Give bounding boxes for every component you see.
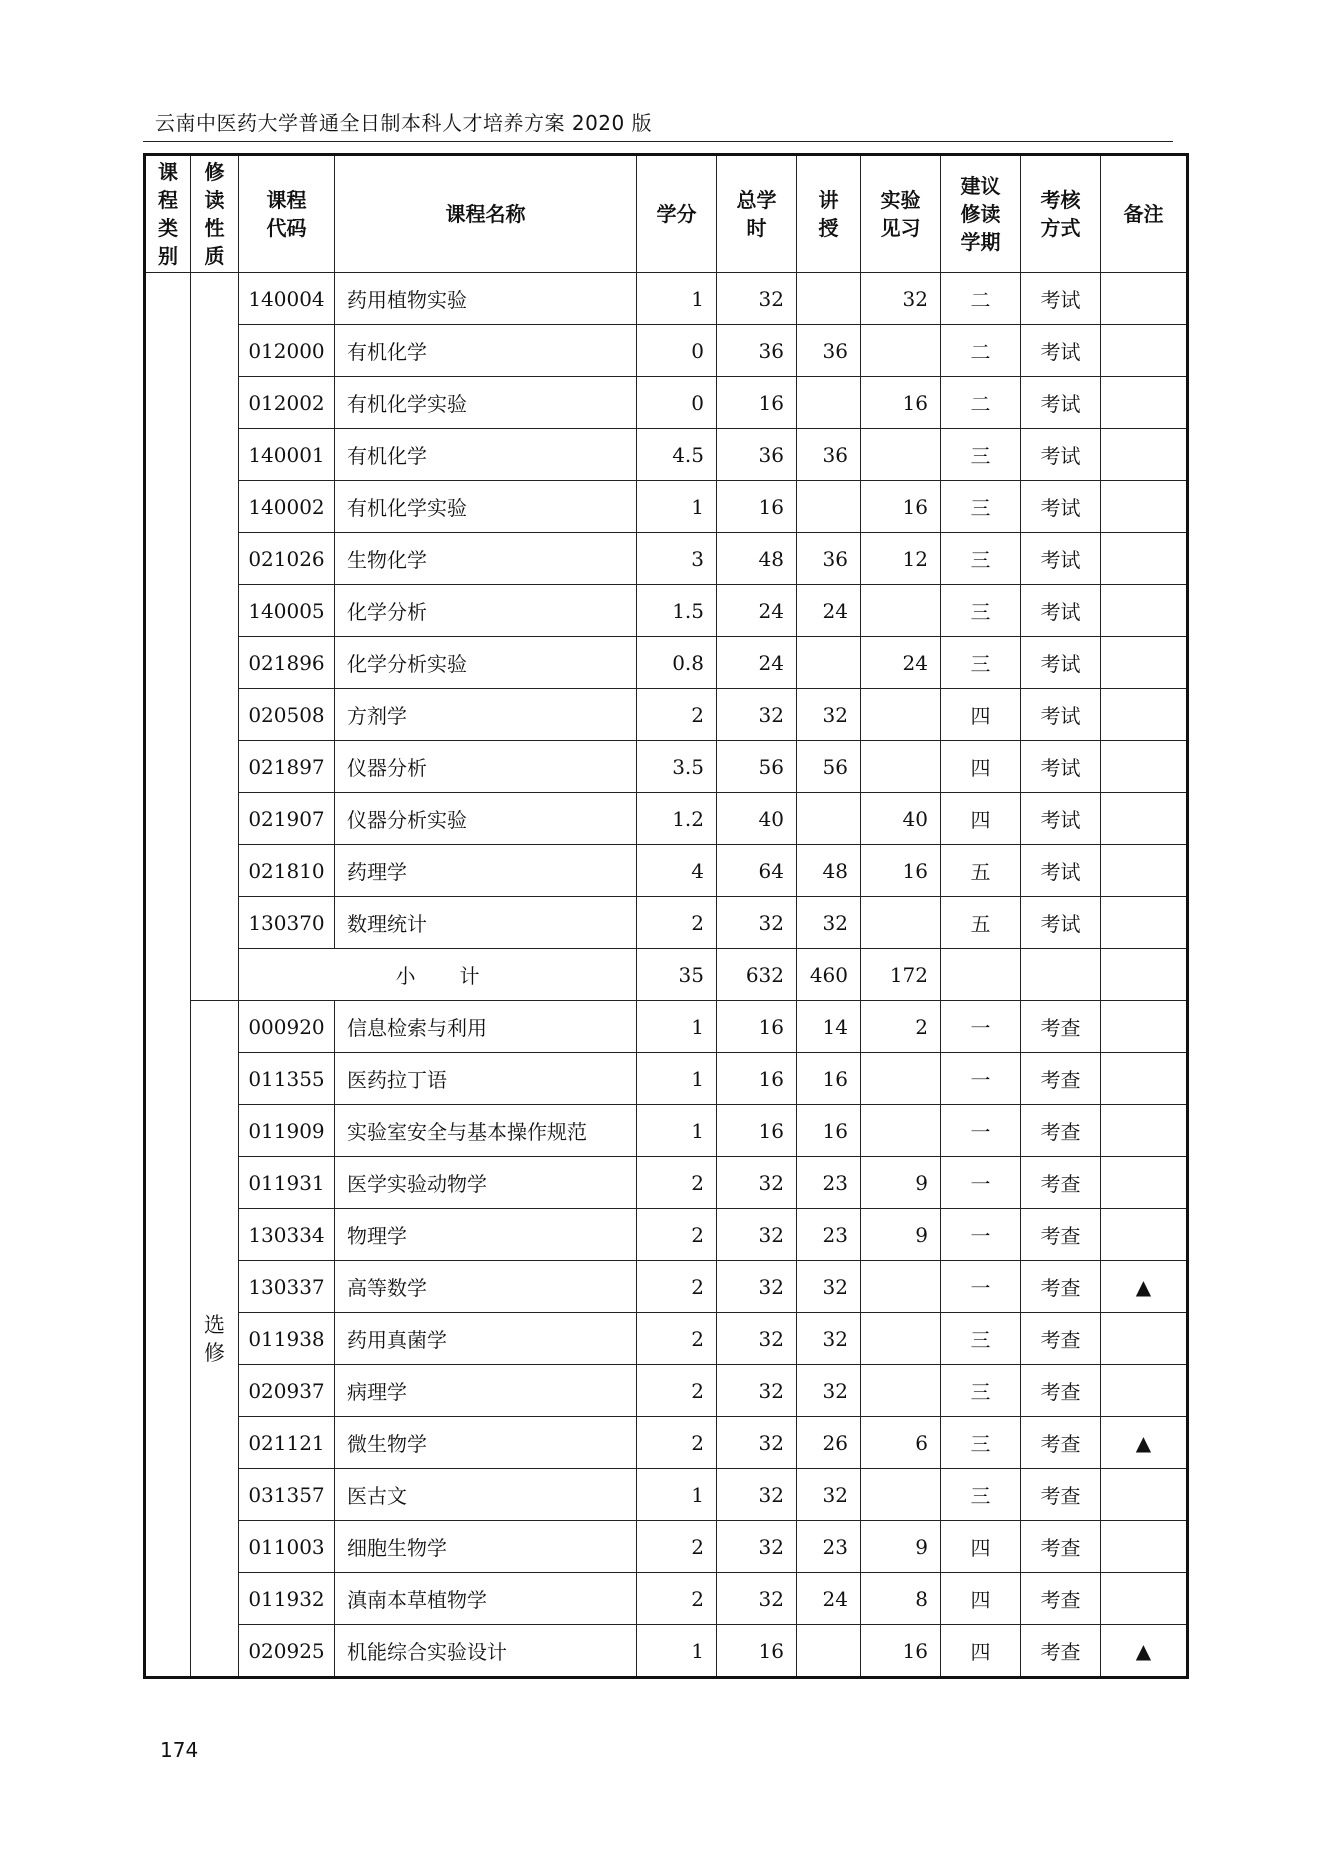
lecture-hours-cell: 32 (797, 1261, 861, 1313)
lecture-hours-cell: 24 (797, 585, 861, 637)
table-row (145, 741, 1188, 793)
study-nature-cell-elective (191, 1001, 239, 1678)
header-credits: 学分 (637, 155, 717, 273)
course-plan-table (143, 153, 1189, 1679)
credits-cell: 0 (637, 377, 717, 429)
remark-cell (1101, 1469, 1188, 1521)
lab-hours-cell: 6 (861, 1417, 941, 1469)
semester-cell: 三 (941, 1417, 1021, 1469)
course-code-cell: 021897 (239, 741, 335, 793)
credits-cell: 0 (637, 325, 717, 377)
course-code-cell: 012000 (239, 325, 335, 377)
assessment-cell: 考查 (1021, 1157, 1101, 1209)
credits-cell: 2 (637, 1365, 717, 1417)
course-name-cell: 滇南本草植物学 (335, 1573, 637, 1625)
assessment-cell: 考试 (1021, 273, 1101, 325)
remark-cell (1101, 897, 1188, 949)
credits-cell: 4 (637, 845, 717, 897)
course-code-cell: 012002 (239, 377, 335, 429)
course-name-cell: 药用真菌学 (335, 1313, 637, 1365)
course-name-cell: 仪器分析实验 (335, 793, 637, 845)
header-assessment-method: 考核方式 (1021, 155, 1101, 273)
remark-cell (1101, 741, 1188, 793)
semester-cell: 二 (941, 325, 1021, 377)
subtotal-label: 小计 (239, 949, 637, 1001)
header-course-name: 课程名称 (335, 155, 637, 273)
study-nature-cell-required (191, 273, 239, 1001)
total-hours-cell: 32 (717, 1157, 797, 1209)
credits-cell: 2 (637, 1417, 717, 1469)
remark-cell (1101, 533, 1188, 585)
semester-cell: 一 (941, 1001, 1021, 1053)
course-name-cell: 有机化学实验 (335, 481, 637, 533)
assessment-cell: 考试 (1021, 481, 1101, 533)
credits-cell: 2 (637, 897, 717, 949)
credits-cell: 1.5 (637, 585, 717, 637)
subtotal-credits-cell: 35 (637, 949, 717, 1001)
course-code-cell: 011003 (239, 1521, 335, 1573)
lecture-hours-cell: 36 (797, 429, 861, 481)
lab-hours-cell (861, 741, 941, 793)
lecture-hours-cell: 36 (797, 533, 861, 585)
subtotal-lecture-cell: 460 (797, 949, 861, 1001)
assessment-cell: 考试 (1021, 741, 1101, 793)
table-row (145, 637, 1188, 689)
semester-cell: 四 (941, 793, 1021, 845)
course-code-cell: 140004 (239, 273, 335, 325)
lecture-hours-cell (797, 793, 861, 845)
semester-cell: 二 (941, 377, 1021, 429)
document-header-title: 云南中医药大学普通全日制本科人才培养方案 2020 版 (155, 111, 653, 135)
assessment-cell: 考查 (1021, 1261, 1101, 1313)
header-total-hours: 总学时 (717, 155, 797, 273)
semester-cell: 三 (941, 429, 1021, 481)
credits-cell: 1 (637, 1053, 717, 1105)
semester-cell: 一 (941, 1105, 1021, 1157)
lab-hours-cell: 2 (861, 1001, 941, 1053)
lab-hours-cell (861, 1053, 941, 1105)
remark-cell (1101, 481, 1188, 533)
credits-cell: 4.5 (637, 429, 717, 481)
lab-hours-cell: 16 (861, 845, 941, 897)
credits-cell: 3 (637, 533, 717, 585)
course-code-cell: 020925 (239, 1625, 335, 1678)
course-name-cell: 微生物学 (335, 1417, 637, 1469)
course-code-cell: 011938 (239, 1313, 335, 1365)
semester-cell: 三 (941, 585, 1021, 637)
course-name-cell: 仪器分析 (335, 741, 637, 793)
semester-cell: 三 (941, 1313, 1021, 1365)
remark-cell (1101, 1001, 1188, 1053)
course-name-cell: 实验室安全与基本操作规范 (335, 1105, 637, 1157)
total-hours-cell: 24 (717, 585, 797, 637)
lab-hours-cell: 9 (861, 1521, 941, 1573)
course-name-cell: 化学分析实验 (335, 637, 637, 689)
lab-hours-cell (861, 1313, 941, 1365)
total-hours-cell: 16 (717, 481, 797, 533)
assessment-cell: 考查 (1021, 1105, 1101, 1157)
assessment-cell: 考查 (1021, 1001, 1101, 1053)
table-row (145, 1365, 1188, 1417)
lecture-hours-cell (797, 637, 861, 689)
assessment-cell: 考查 (1021, 1365, 1101, 1417)
semester-cell: 一 (941, 1157, 1021, 1209)
total-hours-cell: 16 (717, 1625, 797, 1678)
table-row (145, 533, 1188, 585)
total-hours-cell: 16 (717, 1105, 797, 1157)
course-code-cell: 130370 (239, 897, 335, 949)
lab-hours-cell: 16 (861, 1625, 941, 1678)
course-name-cell: 信息检索与利用 (335, 1001, 637, 1053)
assessment-cell: 考试 (1021, 897, 1101, 949)
lecture-hours-cell: 23 (797, 1521, 861, 1573)
course-code-cell: 021121 (239, 1417, 335, 1469)
lecture-hours-cell: 36 (797, 325, 861, 377)
table-header-row (145, 155, 1188, 273)
remark-cell (1101, 845, 1188, 897)
semester-cell: 四 (941, 1625, 1021, 1678)
course-code-cell: 031357 (239, 1469, 335, 1521)
table-row (145, 1209, 1188, 1261)
assessment-cell: 考试 (1021, 429, 1101, 481)
semester-cell: 五 (941, 845, 1021, 897)
semester-cell: 一 (941, 1053, 1021, 1105)
course-name-cell: 细胞生物学 (335, 1521, 637, 1573)
remark-cell (1101, 1209, 1188, 1261)
course-category-cell (145, 273, 191, 1678)
semester-cell: 二 (941, 273, 1021, 325)
remark-cell (1101, 637, 1188, 689)
lecture-hours-cell: 23 (797, 1209, 861, 1261)
semester-cell: 三 (941, 637, 1021, 689)
course-name-cell: 医学实验动物学 (335, 1157, 637, 1209)
course-code-cell: 021896 (239, 637, 335, 689)
course-code-cell: 021810 (239, 845, 335, 897)
total-hours-cell: 56 (717, 741, 797, 793)
table-row (145, 481, 1188, 533)
table-row (145, 273, 1188, 325)
total-hours-cell: 40 (717, 793, 797, 845)
header-divider (143, 141, 1173, 142)
course-code-cell: 140001 (239, 429, 335, 481)
course-name-cell: 药理学 (335, 845, 637, 897)
semester-cell: 四 (941, 1521, 1021, 1573)
table-row (145, 1105, 1188, 1157)
remark-cell (1101, 1365, 1188, 1417)
credits-cell: 1 (637, 273, 717, 325)
course-name-cell: 机能综合实验设计 (335, 1625, 637, 1678)
total-hours-cell: 32 (717, 273, 797, 325)
lab-hours-cell: 9 (861, 1157, 941, 1209)
credits-cell: 2 (637, 1261, 717, 1313)
semester-cell: 三 (941, 1469, 1021, 1521)
lab-hours-cell (861, 1261, 941, 1313)
remark-cell (1101, 793, 1188, 845)
credits-cell: 2 (637, 1521, 717, 1573)
lecture-hours-cell: 23 (797, 1157, 861, 1209)
assessment-cell: 考试 (1021, 793, 1101, 845)
table-row (145, 1573, 1188, 1625)
lab-hours-cell (861, 325, 941, 377)
header-lab-hours: 实验见习 (861, 155, 941, 273)
course-code-cell: 130337 (239, 1261, 335, 1313)
lab-hours-cell (861, 689, 941, 741)
total-hours-cell: 24 (717, 637, 797, 689)
lecture-hours-cell: 14 (797, 1001, 861, 1053)
total-hours-cell: 32 (717, 897, 797, 949)
assessment-cell: 考试 (1021, 845, 1101, 897)
table-row (145, 793, 1188, 845)
subtotal-lab-cell: 172 (861, 949, 941, 1001)
course-code-cell: 140005 (239, 585, 335, 637)
total-hours-cell: 32 (717, 1209, 797, 1261)
credits-cell: 1.2 (637, 793, 717, 845)
assessment-cell: 考查 (1021, 1573, 1101, 1625)
lab-hours-cell: 40 (861, 793, 941, 845)
lecture-hours-cell (797, 377, 861, 429)
course-code-cell: 021907 (239, 793, 335, 845)
semester-cell: 四 (941, 741, 1021, 793)
elective-label: 选修 (204, 1312, 225, 1365)
assessment-cell: 考试 (1021, 689, 1101, 741)
lab-hours-cell (861, 1105, 941, 1157)
lecture-hours-cell: 26 (797, 1417, 861, 1469)
header-lecture-hours: 讲授 (797, 155, 861, 273)
total-hours-cell: 32 (717, 1469, 797, 1521)
course-name-cell: 有机化学实验 (335, 377, 637, 429)
header-suggested-semester: 建议修读学期 (941, 155, 1021, 273)
total-hours-cell: 32 (717, 1313, 797, 1365)
table-row (145, 1417, 1188, 1469)
semester-cell: 三 (941, 1365, 1021, 1417)
total-hours-cell: 32 (717, 1365, 797, 1417)
remark-cell: ▲ (1101, 1625, 1188, 1678)
remark-cell (1101, 1157, 1188, 1209)
course-code-cell: 000920 (239, 1001, 335, 1053)
assessment-cell: 考查 (1021, 1625, 1101, 1678)
semester-cell: 一 (941, 1261, 1021, 1313)
remark-cell (1101, 1521, 1188, 1573)
table-row (145, 689, 1188, 741)
credits-cell: 2 (637, 689, 717, 741)
subtotal-empty-cell (1101, 949, 1188, 1001)
lecture-hours-cell: 16 (797, 1105, 861, 1157)
lecture-hours-cell (797, 1625, 861, 1678)
remark-cell (1101, 1053, 1188, 1105)
table-row (145, 325, 1188, 377)
lecture-hours-cell: 32 (797, 897, 861, 949)
table-row (145, 1261, 1188, 1313)
remark-cell (1101, 325, 1188, 377)
assessment-cell: 考查 (1021, 1313, 1101, 1365)
course-name-cell: 方剂学 (335, 689, 637, 741)
lecture-hours-cell: 32 (797, 1365, 861, 1417)
course-code-cell: 011931 (239, 1157, 335, 1209)
table-row (145, 1521, 1188, 1573)
lab-hours-cell: 32 (861, 273, 941, 325)
course-code-cell: 011909 (239, 1105, 335, 1157)
header-remark: 备注 (1101, 155, 1188, 273)
remark-cell (1101, 689, 1188, 741)
lab-hours-cell (861, 585, 941, 637)
lab-hours-cell (861, 1469, 941, 1521)
assessment-cell: 考查 (1021, 1209, 1101, 1261)
header-course-code: 课程代码 (239, 155, 335, 273)
total-hours-cell: 32 (717, 689, 797, 741)
course-code-cell: 020937 (239, 1365, 335, 1417)
course-name-cell: 有机化学 (335, 325, 637, 377)
course-code-cell: 020508 (239, 689, 335, 741)
lecture-hours-cell (797, 481, 861, 533)
semester-cell: 一 (941, 1209, 1021, 1261)
table-row (145, 377, 1188, 429)
lab-hours-cell: 12 (861, 533, 941, 585)
semester-cell: 三 (941, 481, 1021, 533)
header-study-nature: 修读性质 (191, 155, 239, 273)
lecture-hours-cell: 32 (797, 1469, 861, 1521)
course-name-cell: 医古文 (335, 1469, 637, 1521)
header-course-category: 课程类别 (145, 155, 191, 273)
table-row (145, 897, 1188, 949)
assessment-cell: 考试 (1021, 533, 1101, 585)
lab-hours-cell: 9 (861, 1209, 941, 1261)
credits-cell: 2 (637, 1573, 717, 1625)
assessment-cell: 考查 (1021, 1469, 1101, 1521)
total-hours-cell: 64 (717, 845, 797, 897)
credits-cell: 1 (637, 1001, 717, 1053)
semester-cell: 四 (941, 1573, 1021, 1625)
lab-hours-cell: 16 (861, 377, 941, 429)
semester-cell: 三 (941, 533, 1021, 585)
lecture-hours-cell: 24 (797, 1573, 861, 1625)
credits-cell: 2 (637, 1209, 717, 1261)
remark-cell (1101, 273, 1188, 325)
total-hours-cell: 36 (717, 429, 797, 481)
course-name-cell: 物理学 (335, 1209, 637, 1261)
assessment-cell: 考试 (1021, 585, 1101, 637)
remark-cell (1101, 1573, 1188, 1625)
course-name-cell: 病理学 (335, 1365, 637, 1417)
semester-cell: 四 (941, 689, 1021, 741)
page-number: 174 (160, 1738, 199, 1762)
lecture-hours-cell (797, 273, 861, 325)
subtotal-total-cell: 632 (717, 949, 797, 1001)
course-name-cell: 生物化学 (335, 533, 637, 585)
credits-cell: 2 (637, 1157, 717, 1209)
subtotal-empty-cell (941, 949, 1021, 1001)
total-hours-cell: 32 (717, 1261, 797, 1313)
table-row (145, 429, 1188, 481)
table-row (145, 1625, 1188, 1678)
table-row (145, 1157, 1188, 1209)
semester-cell: 五 (941, 897, 1021, 949)
course-name-cell: 有机化学 (335, 429, 637, 481)
assessment-cell: 考查 (1021, 1417, 1101, 1469)
table-row (145, 585, 1188, 637)
credits-cell: 2 (637, 1313, 717, 1365)
credits-cell: 1 (637, 1625, 717, 1678)
course-code-cell: 130334 (239, 1209, 335, 1261)
lecture-hours-cell: 48 (797, 845, 861, 897)
remark-cell (1101, 585, 1188, 637)
table-row (145, 845, 1188, 897)
table-row (145, 1469, 1188, 1521)
remark-cell (1101, 1313, 1188, 1365)
lecture-hours-cell: 32 (797, 1313, 861, 1365)
credits-cell: 0.8 (637, 637, 717, 689)
course-name-cell: 药用植物实验 (335, 273, 637, 325)
lecture-hours-cell: 56 (797, 741, 861, 793)
total-hours-cell: 32 (717, 1573, 797, 1625)
credits-cell: 3.5 (637, 741, 717, 793)
course-code-cell: 140002 (239, 481, 335, 533)
subtotal-row (145, 949, 1188, 1001)
total-hours-cell: 36 (717, 325, 797, 377)
remark-cell (1101, 429, 1188, 481)
lecture-hours-cell: 16 (797, 1053, 861, 1105)
total-hours-cell: 32 (717, 1521, 797, 1573)
lab-hours-cell: 8 (861, 1573, 941, 1625)
course-code-cell: 011932 (239, 1573, 335, 1625)
total-hours-cell: 48 (717, 533, 797, 585)
assessment-cell: 考试 (1021, 325, 1101, 377)
lab-hours-cell: 16 (861, 481, 941, 533)
credits-cell: 1 (637, 1105, 717, 1157)
assessment-cell: 考查 (1021, 1053, 1101, 1105)
lab-hours-cell (861, 1365, 941, 1417)
remark-cell: ▲ (1101, 1417, 1188, 1469)
assessment-cell: 考试 (1021, 637, 1101, 689)
assessment-cell: 考查 (1021, 1521, 1101, 1573)
course-code-cell: 021026 (239, 533, 335, 585)
total-hours-cell: 16 (717, 377, 797, 429)
lab-hours-cell (861, 897, 941, 949)
lab-hours-cell (861, 429, 941, 481)
total-hours-cell: 32 (717, 1417, 797, 1469)
course-name-cell: 数理统计 (335, 897, 637, 949)
lecture-hours-cell: 32 (797, 689, 861, 741)
table-row (145, 1001, 1188, 1053)
course-name-cell: 化学分析 (335, 585, 637, 637)
credits-cell: 1 (637, 1469, 717, 1521)
subtotal-empty-cell (1021, 949, 1101, 1001)
lab-hours-cell: 24 (861, 637, 941, 689)
remark-cell: ▲ (1101, 1261, 1188, 1313)
course-name-cell: 高等数学 (335, 1261, 637, 1313)
credits-cell: 1 (637, 481, 717, 533)
remark-cell (1101, 377, 1188, 429)
remark-cell (1101, 1105, 1188, 1157)
table-row (145, 1313, 1188, 1365)
total-hours-cell: 16 (717, 1001, 797, 1053)
assessment-cell: 考试 (1021, 377, 1101, 429)
table-row (145, 1053, 1188, 1105)
course-code-cell: 011355 (239, 1053, 335, 1105)
total-hours-cell: 16 (717, 1053, 797, 1105)
course-name-cell: 医药拉丁语 (335, 1053, 637, 1105)
